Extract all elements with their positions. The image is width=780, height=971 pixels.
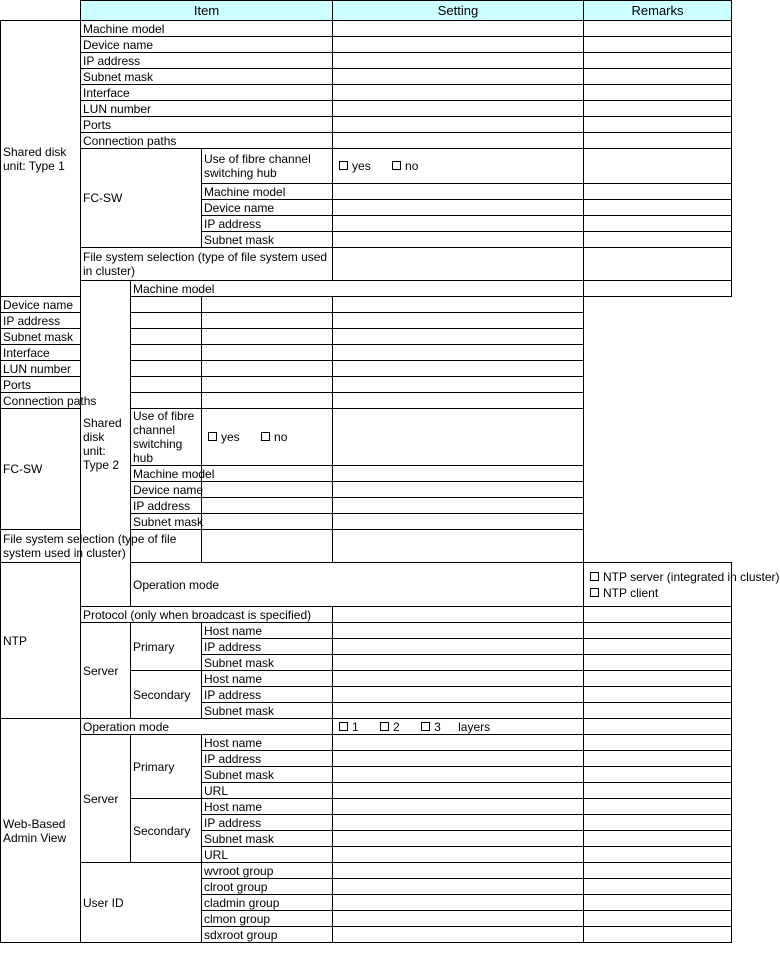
ntp-secondary-label: Secondary bbox=[131, 671, 202, 719]
ntp-server-group-label: Server bbox=[81, 623, 131, 719]
remarks-cell[interactable] bbox=[333, 530, 584, 563]
setting-cell[interactable] bbox=[333, 879, 584, 895]
server-row-label: Subnet mask bbox=[202, 655, 333, 671]
remarks-header: Remarks bbox=[584, 1, 732, 21]
user-group-label: sdxroot group bbox=[202, 927, 333, 943]
setting-cell[interactable] bbox=[333, 895, 584, 911]
row-label: Machine model bbox=[131, 281, 584, 297]
setting-cell[interactable] bbox=[333, 671, 584, 687]
ntp-mode-setting bbox=[584, 563, 780, 607]
no-label: no bbox=[405, 159, 419, 173]
remarks-cell[interactable] bbox=[584, 184, 732, 200]
remarks-cell[interactable] bbox=[584, 911, 732, 927]
fcsw-row-label: IP address bbox=[131, 498, 202, 514]
row-label: IP address bbox=[1, 313, 202, 329]
remarks-cell[interactable] bbox=[584, 847, 732, 863]
ntp-server-label: NTP server (integrated in cluster) bbox=[603, 569, 780, 584]
setting-cell[interactable] bbox=[333, 69, 584, 85]
setting-cell[interactable] bbox=[333, 216, 584, 232]
file-system-label: File system selection (type of file system used in cluster) bbox=[81, 248, 333, 281]
setting-cell[interactable] bbox=[333, 783, 584, 799]
server-row-label: URL bbox=[202, 783, 333, 799]
setting-cell[interactable] bbox=[333, 655, 584, 671]
remarks-cell[interactable] bbox=[584, 719, 732, 735]
setting-cell[interactable] bbox=[333, 639, 584, 655]
remarks-cell[interactable] bbox=[584, 799, 732, 815]
setting-cell[interactable] bbox=[333, 117, 584, 133]
setting-cell[interactable] bbox=[202, 393, 333, 409]
row-label: Interface bbox=[1, 345, 202, 361]
remarks-cell[interactable] bbox=[333, 466, 584, 482]
yes-no-setting bbox=[333, 149, 584, 184]
setting-cell[interactable] bbox=[333, 101, 584, 117]
row-label: Connection paths bbox=[1, 393, 202, 409]
yes-checkbox[interactable] bbox=[339, 161, 348, 170]
fcsw-row-label: IP address bbox=[202, 216, 333, 232]
yes-label: yes bbox=[352, 159, 371, 173]
server-row-label: IP address bbox=[202, 687, 333, 703]
remarks-cell[interactable] bbox=[584, 671, 732, 687]
operation-mode-label: Operation mode bbox=[131, 563, 584, 607]
setting-cell[interactable] bbox=[333, 799, 584, 815]
remarks-cell[interactable] bbox=[333, 361, 584, 377]
remarks-cell[interactable] bbox=[584, 200, 732, 216]
section-shared-disk-type1: Shared disk unit: Type 1 bbox=[1, 21, 81, 297]
remarks-cell[interactable] bbox=[584, 101, 732, 117]
remarks-cell[interactable] bbox=[584, 703, 732, 719]
fcsw-row-label: Machine model bbox=[131, 466, 202, 482]
setting-cell[interactable] bbox=[333, 687, 584, 703]
setting-cell[interactable] bbox=[333, 184, 584, 200]
remarks-cell[interactable] bbox=[584, 687, 732, 703]
remarks-cell[interactable] bbox=[584, 735, 732, 751]
remarks-cell[interactable] bbox=[584, 21, 732, 37]
yes-checkbox[interactable] bbox=[208, 432, 217, 441]
ntp-client-checkbox[interactable] bbox=[590, 588, 599, 597]
setting-cell[interactable] bbox=[333, 53, 584, 69]
remarks-cell[interactable] bbox=[584, 85, 732, 101]
setting-cell[interactable] bbox=[202, 313, 333, 329]
row-label: Subnet mask bbox=[1, 329, 202, 345]
layers-label: layers bbox=[458, 719, 491, 734]
setting-cell[interactable] bbox=[584, 281, 732, 297]
blank-corner bbox=[1, 1, 81, 21]
remarks-cell[interactable] bbox=[584, 117, 732, 133]
remarks-cell[interactable] bbox=[584, 783, 732, 799]
yes-label: yes bbox=[221, 430, 240, 444]
remarks-cell[interactable] bbox=[584, 655, 732, 671]
remarks-cell[interactable] bbox=[333, 498, 584, 514]
fcsw-row-label: Machine model bbox=[202, 184, 333, 200]
no-checkbox[interactable] bbox=[261, 432, 270, 441]
setting-cell[interactable] bbox=[202, 345, 333, 361]
remarks-cell[interactable] bbox=[584, 133, 732, 149]
setting-cell[interactable] bbox=[333, 863, 584, 879]
row-label: LUN number bbox=[1, 361, 202, 377]
remarks-cell[interactable] bbox=[584, 863, 732, 879]
setting-cell[interactable] bbox=[202, 466, 333, 482]
setting-cell[interactable] bbox=[333, 133, 584, 149]
setting-cell[interactable] bbox=[333, 735, 584, 751]
setting-cell[interactable] bbox=[333, 248, 584, 281]
server-row-label: URL bbox=[202, 847, 333, 863]
layer-3-label: 3 bbox=[434, 719, 441, 734]
server-row-label: Host name bbox=[202, 799, 333, 815]
remarks-cell[interactable] bbox=[584, 248, 732, 281]
row-label: Device name bbox=[81, 37, 333, 53]
fcsw-label: FC-SW bbox=[1, 409, 131, 530]
setting-cell[interactable] bbox=[202, 482, 333, 498]
setting-cell[interactable] bbox=[202, 297, 333, 313]
remarks-cell[interactable] bbox=[584, 37, 732, 53]
server-row-label: Subnet mask bbox=[202, 831, 333, 847]
setting-cell[interactable] bbox=[333, 703, 584, 719]
remarks-cell[interactable] bbox=[584, 927, 732, 943]
fcsw-row-label: Device name bbox=[202, 200, 333, 216]
setting-cell[interactable] bbox=[202, 498, 333, 514]
setting-cell[interactable] bbox=[333, 232, 584, 248]
user-group-label: cladmin group bbox=[202, 895, 333, 911]
layers-setting bbox=[333, 719, 584, 735]
setting-cell[interactable] bbox=[333, 37, 584, 53]
setting-cell[interactable] bbox=[333, 847, 584, 863]
protocol-label: Protocol (only when broadcast is specified) bbox=[81, 607, 333, 623]
remarks-cell[interactable] bbox=[584, 623, 732, 639]
remarks-cell[interactable] bbox=[333, 329, 584, 345]
remarks-cell[interactable] bbox=[584, 607, 732, 623]
layer-1-label: 1 bbox=[352, 719, 359, 734]
remarks-cell[interactable] bbox=[584, 767, 732, 783]
user-group-label: clmon group bbox=[202, 911, 333, 927]
ntp-primary-label: Primary bbox=[131, 623, 202, 671]
setting-cell[interactable] bbox=[202, 530, 333, 563]
file-system-label: File system selection (type of file system used in cluster) bbox=[1, 530, 202, 563]
row-label: Interface bbox=[81, 85, 333, 101]
layer-2-checkbox[interactable] bbox=[380, 722, 389, 731]
row-label: Machine model bbox=[81, 21, 333, 37]
server-row-label: Subnet mask bbox=[202, 767, 333, 783]
fcsw-hub-label: Use of fibre channel switching hub bbox=[202, 149, 333, 184]
setting-cell[interactable] bbox=[333, 911, 584, 927]
row-label: Device name bbox=[1, 297, 202, 313]
remarks-cell[interactable] bbox=[333, 297, 584, 313]
remarks-cell[interactable] bbox=[584, 879, 732, 895]
remarks-cell[interactable] bbox=[584, 232, 732, 248]
remarks-cell[interactable] bbox=[333, 393, 584, 409]
setting-cell[interactable] bbox=[333, 21, 584, 37]
setting-cell[interactable] bbox=[202, 514, 333, 530]
server-row-label: IP address bbox=[202, 815, 333, 831]
user-group-label: clroot group bbox=[202, 879, 333, 895]
remarks-cell[interactable] bbox=[333, 482, 584, 498]
setting-header: Setting bbox=[333, 1, 584, 21]
ntp-client-label: NTP client bbox=[603, 585, 659, 600]
server-row-label: IP address bbox=[202, 751, 333, 767]
remarks-cell[interactable] bbox=[584, 53, 732, 69]
server-row-label: Host name bbox=[202, 623, 333, 639]
setting-cell[interactable] bbox=[333, 85, 584, 101]
remarks-cell[interactable] bbox=[333, 409, 584, 466]
setting-cell[interactable] bbox=[333, 200, 584, 216]
remarks-cell[interactable] bbox=[333, 377, 584, 393]
user-id-label: User ID bbox=[81, 863, 202, 943]
row-label: IP address bbox=[81, 53, 333, 69]
row-label: LUN number bbox=[81, 101, 333, 117]
setting-cell[interactable] bbox=[333, 927, 584, 943]
row-label: Ports bbox=[81, 117, 333, 133]
item-header: Item bbox=[81, 1, 333, 21]
remarks-cell[interactable] bbox=[333, 313, 584, 329]
setting-cell[interactable] bbox=[202, 377, 333, 393]
section-web-admin: Web-Based Admin View bbox=[1, 719, 81, 943]
no-checkbox[interactable] bbox=[392, 161, 401, 170]
setting-cell[interactable] bbox=[333, 831, 584, 847]
web-primary-label: Primary bbox=[131, 735, 202, 799]
setting-cell[interactable] bbox=[333, 767, 584, 783]
setting-cell[interactable] bbox=[202, 329, 333, 345]
server-row-label: IP address bbox=[202, 639, 333, 655]
ntp-server-checkbox[interactable] bbox=[590, 572, 599, 581]
remarks-cell[interactable] bbox=[333, 514, 584, 530]
row-label: Ports bbox=[1, 377, 202, 393]
setting-cell[interactable] bbox=[333, 607, 584, 623]
row-label: Subnet mask bbox=[81, 69, 333, 85]
remarks-cell[interactable] bbox=[584, 639, 732, 655]
server-row-label: Subnet mask bbox=[202, 703, 333, 719]
layer-2-label: 2 bbox=[393, 719, 400, 734]
setting-cell[interactable] bbox=[333, 751, 584, 767]
setting-cell[interactable] bbox=[333, 623, 584, 639]
remarks-cell[interactable] bbox=[584, 895, 732, 911]
server-row-label: Host name bbox=[202, 735, 333, 751]
remarks-cell[interactable] bbox=[584, 751, 732, 767]
operation-mode-label: Operation mode bbox=[81, 719, 333, 735]
row-label: Connection paths bbox=[81, 133, 333, 149]
fcsw-row-label: Subnet mask bbox=[202, 232, 333, 248]
web-secondary-label: Secondary bbox=[131, 799, 202, 863]
fcsw-row-label: Device name bbox=[131, 482, 202, 498]
remarks-cell[interactable] bbox=[584, 69, 732, 85]
user-group-label: wvroot group bbox=[202, 863, 333, 879]
setting-cell[interactable] bbox=[202, 361, 333, 377]
fcsw-hub-label: Use of fibre channel switching hub bbox=[131, 409, 202, 466]
fcsw-row-label: Subnet mask bbox=[131, 514, 202, 530]
section-shared-disk-type2: Shared disk unit: Type 2 bbox=[81, 281, 131, 607]
yes-no-setting bbox=[202, 409, 333, 466]
setting-cell[interactable] bbox=[333, 815, 584, 831]
remarks-cell[interactable] bbox=[584, 149, 732, 184]
server-row-label: Host name bbox=[202, 671, 333, 687]
section-ntp: NTP bbox=[1, 563, 81, 719]
remarks-cell[interactable] bbox=[333, 345, 584, 361]
remarks-cell[interactable] bbox=[584, 831, 732, 847]
web-server-group-label: Server bbox=[81, 735, 131, 863]
remarks-cell[interactable] bbox=[584, 815, 732, 831]
fcsw-label: FC-SW bbox=[81, 149, 202, 248]
no-label: no bbox=[274, 430, 288, 444]
layer-3-checkbox[interactable] bbox=[421, 722, 430, 731]
remarks-cell[interactable] bbox=[584, 216, 732, 232]
layer-1-checkbox[interactable] bbox=[339, 722, 348, 731]
